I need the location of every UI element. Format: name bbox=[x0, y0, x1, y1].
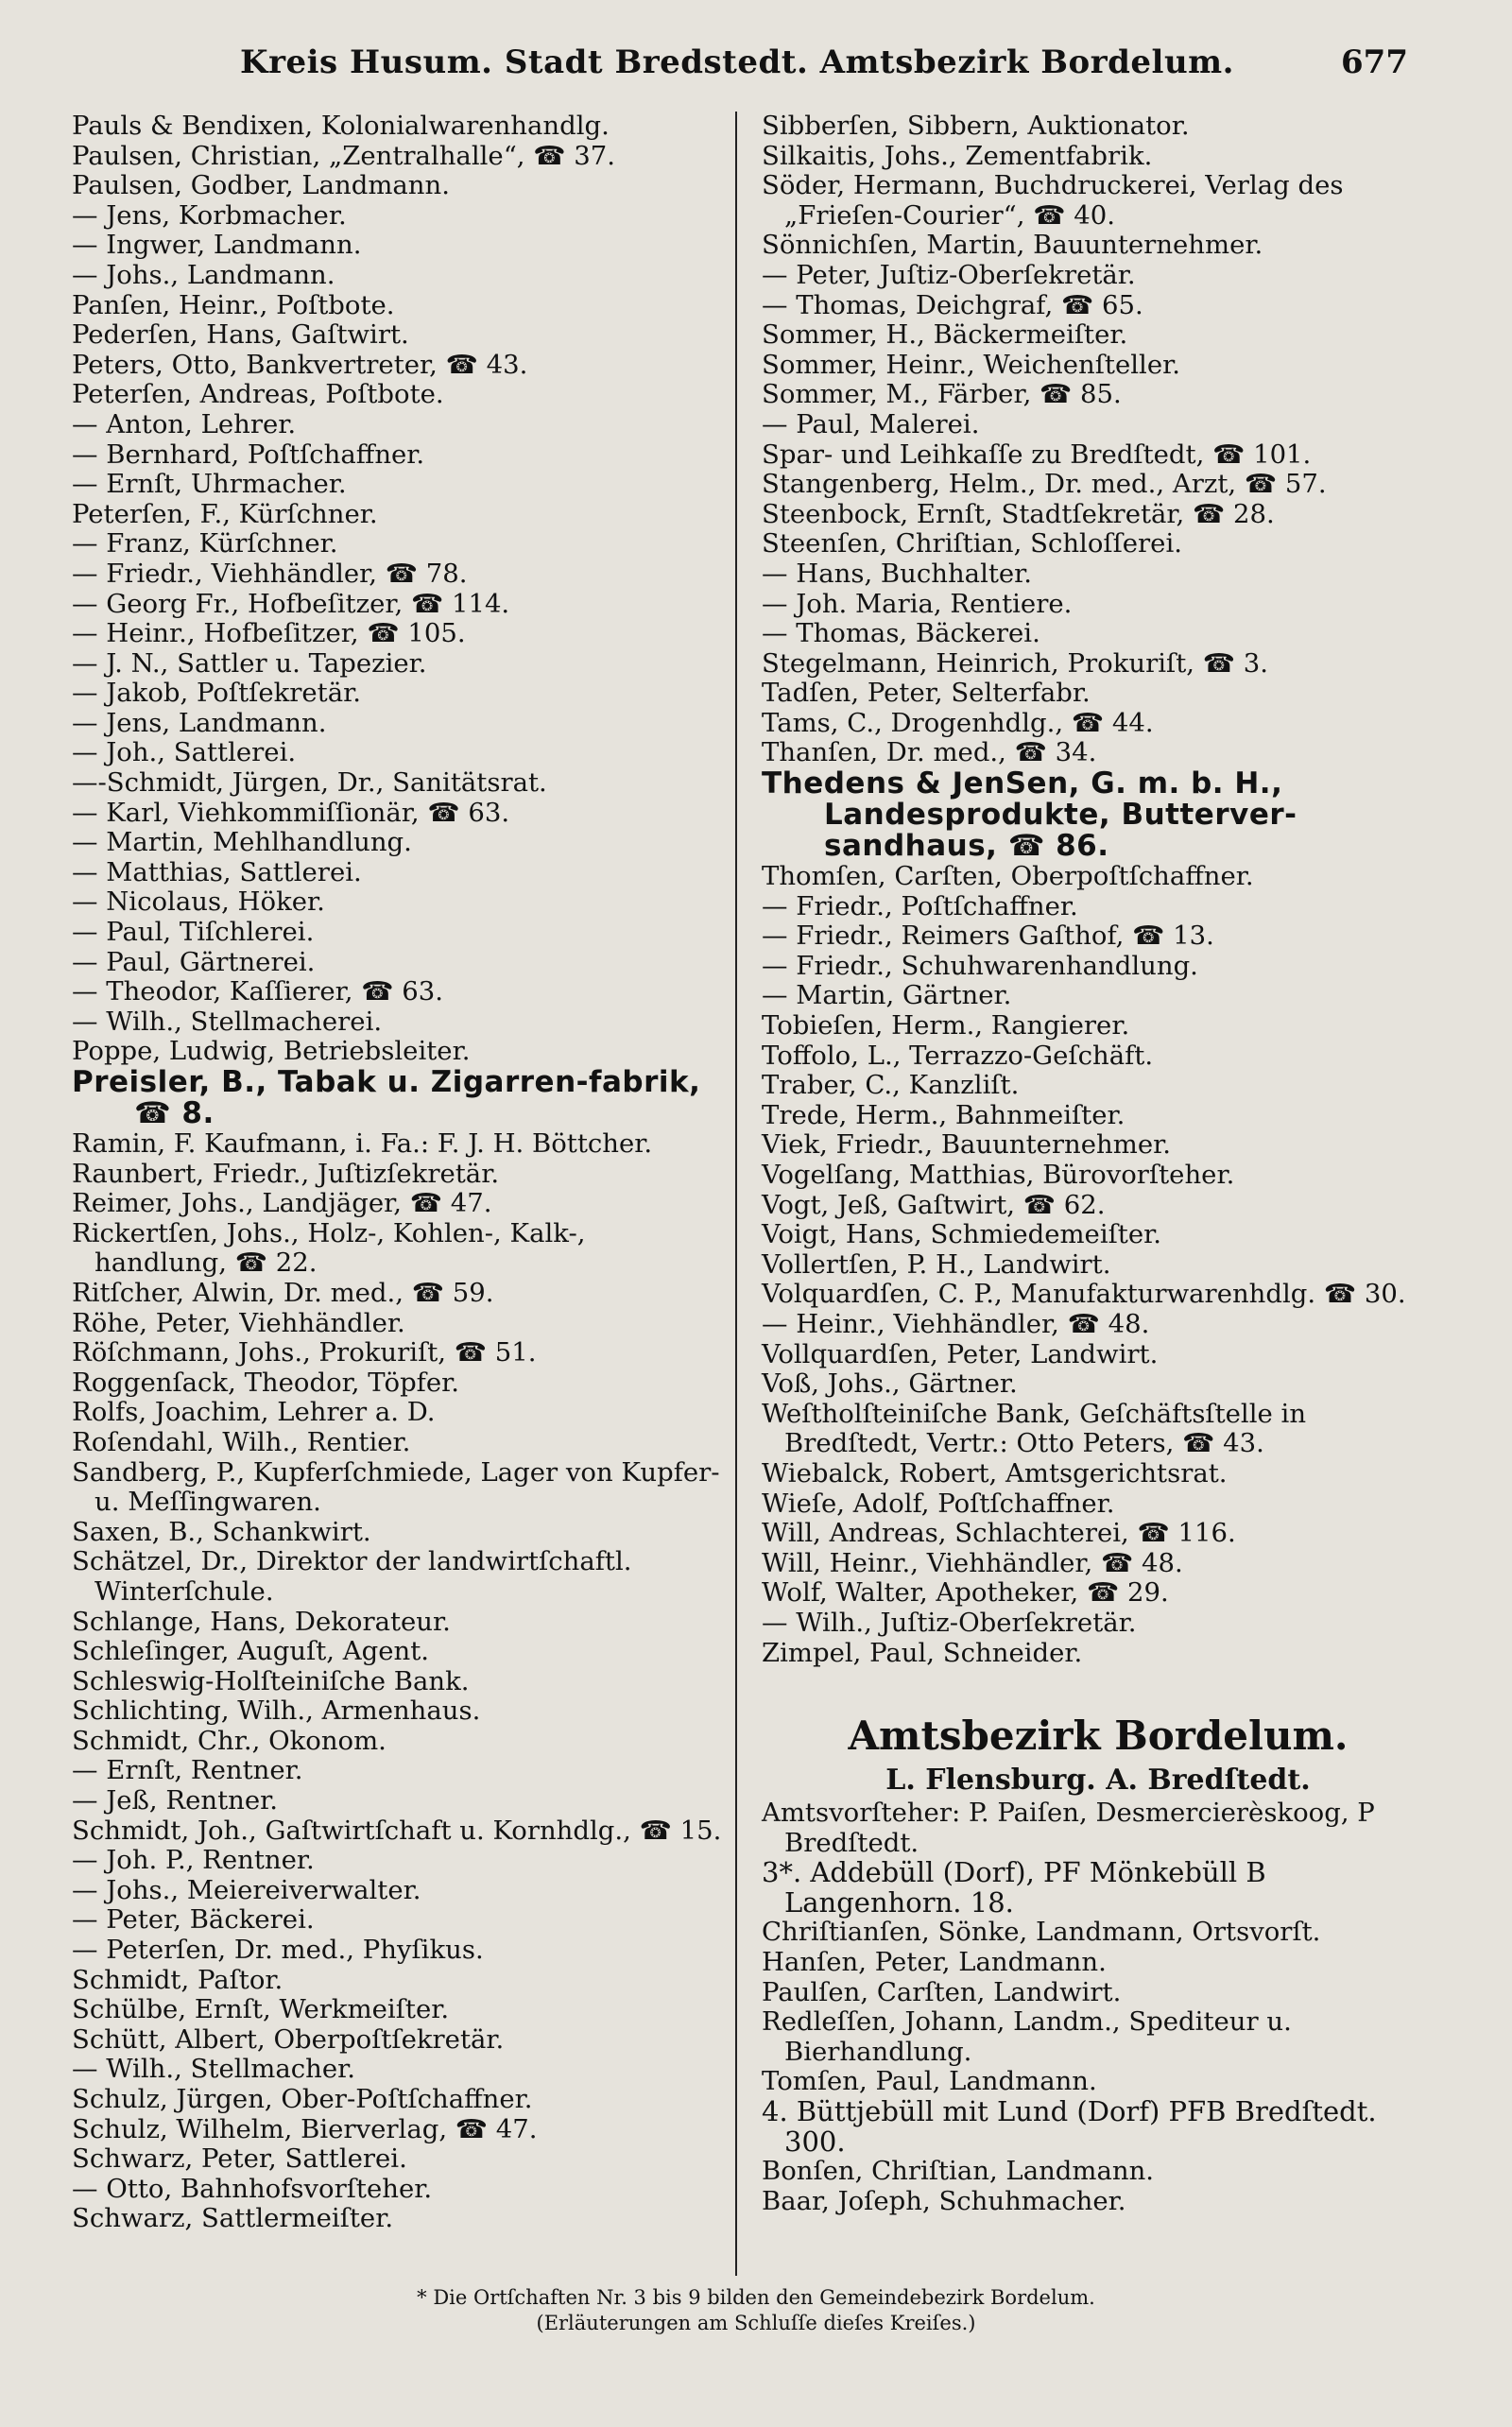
directory-entry: Peterſen, Andreas, Poſtbote. bbox=[72, 379, 444, 410]
directory-entry: — Otto, Bahnhofsvorſteher. bbox=[72, 2173, 433, 2204]
directory-entry: — Joh. P., Rentner. bbox=[72, 1845, 315, 1876]
directory-entry: — Franz, Kürſchner. bbox=[72, 528, 338, 559]
directory-entry: Steenbock, Ernſt, Stadtſekretär, ☎ 28. bbox=[762, 498, 1275, 529]
section-line: Baar, Joſeph, Schuhmacher. bbox=[762, 2185, 1126, 2216]
directory-entry: — Wilh., Stellmacherei. bbox=[72, 1006, 383, 1037]
directory-entry: Vogelſang, Matthias, Bürovorſteher. bbox=[762, 1160, 1235, 1190]
section-place-heading: 4. Büttjebüll mit Lund (Dorf) PFB Bredſtedt. 300. bbox=[762, 2095, 1385, 2158]
directory-entry: Wiebalck, Robert, Amtsgerichtsrat. bbox=[762, 1457, 1228, 1489]
directory-entry: — Joh., Sattlerei. bbox=[72, 737, 297, 768]
directory-entry: Reimer, Johs., Landjäger, ☎ 47. bbox=[72, 1188, 492, 1219]
directory-entry: — Friedr., Poſtſchaffner. bbox=[762, 890, 1078, 921]
directory-entry: Voigt, Hans, Schmiedemeiſter. bbox=[762, 1219, 1162, 1250]
directory-entry: Schmidt, Chr., Okonom. bbox=[72, 1725, 387, 1756]
section-line: Redleſſen, Johann, Landm., Spediteur u. Bierhandlung. bbox=[762, 2006, 1300, 2067]
directory-entry: Pederſen, Hans, Gaſtwirt. bbox=[72, 319, 409, 351]
directory-entry: — Jens, Landmann. bbox=[72, 707, 327, 738]
directory-entry: — Jakob, Poſtſekretär. bbox=[72, 678, 361, 709]
directory-entry: — Joh. Maria, Rentiere. bbox=[762, 588, 1073, 619]
directory-entry: Rickertſen, Johs., Holz-, Kohlen-, Kalk-, handlung, ☎ 22. bbox=[72, 1217, 594, 1279]
directory-entry: Voß, Johs., Gärtner. bbox=[762, 1368, 1018, 1400]
directory-entry: — Martin, Mehlhandlung. bbox=[72, 827, 412, 858]
section-line: Hanſen, Peter, Landmann. bbox=[762, 1947, 1107, 1978]
directory-entry: — Johs., Landmann. bbox=[72, 259, 335, 290]
directory-entry: — Matthias, Sattlerei. bbox=[72, 856, 362, 887]
directory-entry: — Heinr., Hofbeſitzer, ☎ 105. bbox=[72, 618, 466, 649]
directory-entry: Silkaitis, Johs., Zementfabrik. bbox=[762, 140, 1153, 171]
directory-entry: Wolf, Walter, Apotheker, ☎ 29. bbox=[762, 1577, 1169, 1609]
directory-entry: Röhe, Peter, Viehhändler. bbox=[72, 1307, 405, 1338]
directory-entry: Spar- und Leihkaſſe zu Bredſtedt, ☎ 101. bbox=[762, 439, 1312, 470]
directory-entry: Söder, Hermann, Buchdruckerei, Verlag des „Frieſen-Courier“, ☎ 40. bbox=[762, 170, 1352, 231]
directory-entry: — Jeß, Rentner. bbox=[72, 1785, 278, 1816]
directory-entry: Schleswig-Holſteiniſche Bank. bbox=[72, 1665, 470, 1696]
directory-entry: Schulz, Wilhelm, Bierverlag, ☎ 47. bbox=[72, 2113, 538, 2144]
directory-entry: — Friedr., Reimers Gaſthof, ☎ 13. bbox=[762, 921, 1214, 952]
directory-entry: Ritſcher, Alwin, Dr. med., ☎ 59. bbox=[72, 1277, 494, 1308]
left-column bbox=[72, 111, 729, 2234]
directory-entry: Peterſen, F., Kürſchner. bbox=[72, 498, 378, 529]
directory-entry: Poppe, Ludwig, Betriebsleiter. bbox=[72, 1036, 471, 1067]
directory-entry: Thomſen, Carſten, Oberpoſtſchaffner. bbox=[762, 861, 1254, 892]
page-header bbox=[66, 43, 1408, 93]
directory-entry: Schwarz, Peter, Sattlerei. bbox=[72, 2143, 407, 2175]
directory-entry: Zimpel, Paul, Schneider. bbox=[762, 1637, 1083, 1668]
directory-entry: Trede, Herm., Bahnmeiſter. bbox=[762, 1099, 1125, 1130]
section-place-heading: 3*. Addebüll (Dorf), PF Mönkebüll B Langenhorn. 18. bbox=[762, 1856, 1275, 1919]
directory-entry: Saxen, B., Schankwirt. bbox=[72, 1516, 371, 1547]
section-line: Paulſen, Carſten, Landwirt. bbox=[762, 1976, 1122, 2007]
section-line: Bonſen, Chriſtian, Landmann. bbox=[762, 2156, 1155, 2187]
directory-entry: Weſtholſteiniſche Bank, Geſchäftsſtelle in Bredſtedt, Vertr.: Otto Peters, ☎ 43. bbox=[762, 1398, 1314, 1459]
directory-entry: Volquardſen, C. P., Manufakturwarenhdlg. ☎ 30. bbox=[762, 1279, 1406, 1310]
directory-entry: Toffolo, L., Terrazzo-Geſchäft. bbox=[762, 1040, 1154, 1071]
directory-entry: Sommer, H., Bäckermeiſter. bbox=[762, 319, 1128, 351]
footnote bbox=[72, 2285, 1440, 2336]
directory-entry: Sommer, M., Färber, ☎ 85. bbox=[762, 379, 1122, 410]
directory-entry: Thanſen, Dr. med., ☎ 34. bbox=[762, 737, 1097, 768]
directory-entry: Tobieſen, Herm., Rangierer. bbox=[762, 1010, 1130, 1041]
directory-entry: Sandberg, P., Kupferſchmiede, Lager von Kupfer- u. Meſſingwaren. bbox=[72, 1456, 729, 1518]
directory-entry: — Ernſt, Uhrmacher. bbox=[72, 469, 347, 500]
directory-entry: — Nicolaus, Höker. bbox=[72, 886, 325, 918]
directory-entry: Pauls & Bendixen, Kolonialwarenhandlg. bbox=[72, 111, 610, 141]
page-number: 677 bbox=[1341, 43, 1408, 81]
directory-entry: — Peter, Juſtiz-Oberſekretär. bbox=[762, 259, 1136, 290]
directory-entry: — Ernſt, Rentner. bbox=[72, 1755, 303, 1786]
footnote-line: (Erläuterungen am Schluſſe dieſes Kreiſes.) bbox=[536, 2312, 976, 2334]
directory-entry: — Peterſen, Dr. med., Phyſikus. bbox=[72, 1935, 484, 1966]
directory-entry: Ramin, F. Kaufmann, i. Fa.: F. J. H. Böttcher. bbox=[72, 1128, 653, 1159]
directory-entry: Viek, Friedr., Bauunternehmer. bbox=[762, 1129, 1171, 1161]
directory-entry: Tams, C., Drogenhdlg., ☎ 44. bbox=[762, 707, 1154, 738]
directory-entry: — Thomas, Deichgraf, ☎ 65. bbox=[762, 289, 1143, 320]
directory-entry: Roggenſack, Theodor, Töpfer. bbox=[72, 1367, 459, 1398]
directory-entry: — Hans, Buchhalter. bbox=[762, 558, 1033, 589]
section-spacer bbox=[762, 1668, 1435, 1710]
directory-entry: Schlange, Hans, Dekorateur. bbox=[72, 1606, 451, 1637]
directory-entry: — Friedr., Viehhändler, ☎ 78. bbox=[72, 558, 468, 589]
directory-entry: Vogt, Jeß, Gaſtwirt, ☎ 62. bbox=[762, 1189, 1106, 1220]
directory-entry: Panſen, Heinr., Poſtbote. bbox=[72, 289, 395, 320]
directory-entry: Sönnichſen, Martin, Bauunternehmer. bbox=[762, 230, 1263, 261]
directory-entry: Schmidt, Paſtor. bbox=[72, 1964, 284, 1995]
directory-entry: — Karl, Viehkommiſſionär, ☎ 63. bbox=[72, 797, 510, 828]
directory-entry: Vollquardſen, Peter, Landwirt. bbox=[762, 1338, 1159, 1369]
directory-entry: — Jens, Korbmacher. bbox=[72, 199, 347, 231]
directory-entry: Schätzel, Dr., Direktor der landwirtſchaftl. Winterſchule. bbox=[72, 1546, 641, 1607]
running-title: Kreis Husum. Stadt Bredstedt. Amtsbezirk Bordelum. bbox=[240, 43, 1234, 81]
directory-entry: Schmidt, Joh., Gaſtwirtſchaft u. Kornhdlg., ☎ 15. bbox=[72, 1815, 722, 1846]
section-line: Amtsvorſteher: P. Paiſen, Desmercierèskoog, P Bredſtedt. bbox=[762, 1798, 1383, 1858]
directory-entry: Schlichting, Wilh., Armenhaus. bbox=[72, 1695, 481, 1727]
directory-entry: — Paul, Tiſchlerei. bbox=[72, 917, 315, 948]
directory-entry: — Thomas, Bäckerei. bbox=[762, 618, 1040, 649]
directory-entry: Will, Andreas, Schlachterei, ☎ 116. bbox=[762, 1518, 1236, 1549]
directory-entry: Wieſe, Adolf, Poſtſchaffner. bbox=[762, 1488, 1115, 1519]
section-line: Chriſtianſen, Sönke, Landmann, Ortsvorſt. bbox=[762, 1917, 1321, 1948]
directory-entry: — Heinr., Viehhändler, ☎ 48. bbox=[762, 1308, 1150, 1339]
directory-entry: —-Schmidt, Jürgen, Dr., Sanitätsrat. bbox=[72, 767, 547, 799]
directory-entry: — J. N., Sattler u. Tapezier. bbox=[72, 647, 427, 679]
footnote-line: * Die Ortſchaften Nr. 3 bis 9 bilden den Gemeindebezirk Bordelum. bbox=[417, 2286, 1095, 2309]
directory-entry: — Martin, Gärtner. bbox=[762, 980, 1012, 1011]
directory-entry: Schütt, Albert, Oberpoſtſekretär. bbox=[72, 2023, 505, 2055]
directory-entry: — Paul, Malerei. bbox=[762, 408, 980, 439]
directory-entry: — Bernhard, Poſtſchaffner. bbox=[72, 439, 425, 470]
directory-entry: Schülbe, Ernſt, Werkmeiſter. bbox=[72, 1994, 450, 2025]
directory-entry: — Peter, Bäckerei. bbox=[72, 1904, 315, 1936]
section-title: Amtsbezirk Bordelum. bbox=[848, 1713, 1349, 1760]
directory-entry: — Johs., Meiereiverwalter. bbox=[72, 1874, 421, 1905]
directory-entry: — Wilh., Stellmacher. bbox=[72, 2054, 356, 2085]
directory-entry: Sommer, Heinr., Weichenſteller. bbox=[762, 349, 1180, 380]
directory-entry: Tadſen, Peter, Selterfabr. bbox=[762, 678, 1091, 709]
directory-entry: Stangenberg, Helm., Dr. med., Arzt, ☎ 57. bbox=[762, 469, 1327, 500]
section-line: Tomſen, Paul, Landmann. bbox=[762, 2066, 1097, 2097]
directory-entry: Sibberſen, Sibbern, Auktionator. bbox=[762, 111, 1190, 141]
directory-entry: Vollertſen, P. H., Landwirt. bbox=[762, 1248, 1111, 1280]
directory-entry: — Friedr., Schuhwarenhandlung. bbox=[762, 950, 1198, 981]
directory-entry: — Wilh., Juſtiz-Oberſekretär. bbox=[762, 1607, 1137, 1638]
directory-entry: Paulsen, Christian, „Zentralhalle“, ☎ 37. bbox=[72, 140, 615, 171]
directory-entry: Roſendahl, Wilh., Rentier. bbox=[72, 1426, 411, 1457]
column-divider bbox=[735, 112, 737, 2276]
directory-entry: — Theodor, Kaſſierer, ☎ 63. bbox=[72, 976, 444, 1007]
directory-entry: Schulz, Jürgen, Ober-Poſtſchaffner. bbox=[72, 2084, 533, 2114]
directory-entry: Peters, Otto, Bankvertreter, ☎ 43. bbox=[72, 349, 528, 380]
directory-entry: Stegelmann, Heinrich, Prokuriſt, ☎ 3. bbox=[762, 647, 1268, 679]
directory-entry-bold: Preisler, B., Tabak u. Zigarren-fabrik, ☎ 8. bbox=[72, 1065, 712, 1130]
directory-entry: — Ingwer, Landmann. bbox=[72, 230, 362, 261]
directory-entry: Röſchmann, Johs., Prokuriſt, ☎ 51. bbox=[72, 1337, 537, 1368]
directory-entry-bold: Thedens & JenSen, G. m. b. H., Landesprodukte, Butterver-sandhaus, ☎ 86. bbox=[762, 766, 1297, 864]
directory-entry: Rolfs, Joachim, Lehrer a. D. bbox=[72, 1397, 436, 1428]
directory-entry: Raunbert, Friedr., Juſtizſekretär. bbox=[72, 1158, 500, 1189]
directory-entry: Steenſen, Chriſtian, Schloſſerei. bbox=[762, 528, 1182, 559]
directory-entry: Schwarz, Sattlermeiſter. bbox=[72, 2203, 394, 2234]
directory-entry: Traber, C., Kanzliſt. bbox=[762, 1070, 1020, 1101]
directory-entry: — Anton, Lehrer. bbox=[72, 408, 297, 439]
section-subtitle: L. Flensburg. A. Bredſtedt. bbox=[885, 1764, 1311, 1798]
directory-entry: Schleſinger, Auguſt, Agent. bbox=[72, 1636, 430, 1667]
directory-entry: Will, Heinr., Viehhändler, ☎ 48. bbox=[762, 1547, 1183, 1578]
directory-entry: — Paul, Gärtnerei. bbox=[72, 946, 316, 977]
directory-entry: — Georg Fr., Hofbeſitzer, ☎ 114. bbox=[72, 588, 510, 619]
right-column bbox=[762, 112, 1435, 2216]
directory-entry: Paulsen, Godber, Landmann. bbox=[72, 170, 450, 201]
